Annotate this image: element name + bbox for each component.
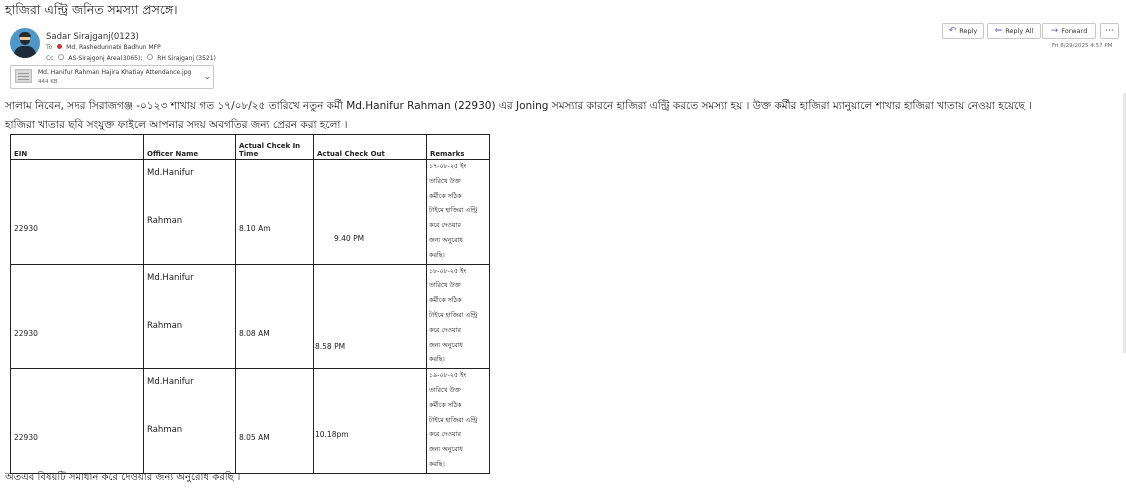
presence-busy-icon bbox=[57, 44, 62, 49]
remarks-line: তারিখে উক্ত bbox=[429, 177, 461, 185]
header-ein: EIN bbox=[11, 135, 144, 160]
header-check-out: Actual Check Out bbox=[314, 135, 427, 160]
more-dots-icon: ··· bbox=[1105, 26, 1114, 36]
cc-recipient[interactable]: RH Sirajganj (3521) bbox=[157, 54, 216, 62]
remarks-line: জন্য অনুরোধ bbox=[429, 236, 463, 244]
header-officer-name: Officer Name bbox=[144, 135, 236, 160]
remarks-line: টাইমে হাজিরা এন্ট্রি bbox=[429, 311, 478, 319]
cell-check-in bbox=[236, 369, 314, 474]
forward-arrow-icon: → bbox=[1050, 25, 1059, 36]
cell-check-out bbox=[314, 369, 427, 474]
cell-check-in bbox=[236, 264, 314, 369]
remarks-line: করছি। bbox=[429, 251, 445, 259]
remarks-line: তারিখে উক্ত bbox=[429, 386, 461, 394]
more-actions-button[interactable] bbox=[1100, 23, 1119, 39]
check-in-value: 8.08 AM bbox=[239, 328, 270, 338]
to-label: To bbox=[46, 44, 53, 51]
sender-name[interactable]: Sadar Sirajganj(0123) bbox=[46, 32, 139, 42]
to-line bbox=[46, 44, 161, 51]
reply-arrow-icon: ↶ bbox=[948, 25, 957, 36]
chevron-down-icon[interactable]: ⌄ bbox=[204, 72, 211, 81]
email-date: Fri 8/29/2025 4:57 PM bbox=[1052, 43, 1113, 49]
remarks-line: করছি। bbox=[429, 356, 445, 364]
officer-name-last: Rahman bbox=[147, 216, 183, 226]
attachment-name: Md. Hanifur Rahman Hajira Khatiay Attendance.jpg bbox=[38, 69, 192, 76]
reply-all-arrow-icon: ⇐ bbox=[994, 25, 1003, 36]
check-out-value: 10.18pm bbox=[315, 430, 349, 440]
check-out-value: 9.40 PM bbox=[334, 234, 365, 243]
cc-recipient[interactable]: AS-Sirajgonj Area(3065); bbox=[68, 54, 143, 62]
attachment-size: 444 KB bbox=[38, 78, 58, 85]
cell-officer-name bbox=[144, 369, 236, 474]
ein-value: 22930 bbox=[14, 224, 38, 233]
avatar-body-shape bbox=[14, 46, 36, 58]
attachment-card[interactable] bbox=[10, 65, 214, 89]
image-file-icon bbox=[15, 69, 32, 83]
cell-officer-name bbox=[144, 160, 236, 265]
cell-officer-name bbox=[144, 264, 236, 369]
avatar-beard-shape bbox=[20, 40, 30, 45]
forward-label: Forward bbox=[1061, 27, 1088, 35]
body-closing: অতএব বিষয়টি সমাধান করে দেওয়ার জন্য অনুরোধ করছি । bbox=[5, 472, 241, 483]
cell-remarks bbox=[427, 264, 490, 369]
officer-name-last: Rahman bbox=[147, 425, 183, 436]
remarks-line: ১৯-০৮-২৫ ইং bbox=[429, 372, 467, 380]
officer-name-last: Rahman bbox=[147, 320, 183, 331]
cell-ein bbox=[11, 369, 144, 474]
remarks-line: করে দেওয়ার bbox=[429, 431, 461, 439]
header-check-in: Actual Chcek In Time bbox=[236, 135, 314, 160]
cell-check-out bbox=[314, 160, 427, 265]
attendance-table bbox=[10, 134, 490, 474]
avatar-hair-shape bbox=[19, 32, 31, 37]
reply-button[interactable] bbox=[942, 23, 984, 39]
remarks-line: করছি। bbox=[429, 460, 445, 468]
remarks-line: তারিখে উক্ত bbox=[429, 282, 461, 290]
remarks-line: জন্য অনুরোধ bbox=[429, 341, 463, 349]
header-remarks: Remarks bbox=[427, 135, 490, 160]
reply-all-label: Reply All bbox=[1005, 27, 1034, 35]
remarks-line: করে দেওয়ার bbox=[429, 222, 461, 230]
cell-ein bbox=[11, 160, 144, 265]
remarks-line: ১৭-০৮-২৫ ইং bbox=[429, 163, 467, 170]
remarks-line: ১৮-০৮-২৫ ইং bbox=[429, 267, 467, 275]
officer-name-first: Md.Hanifur bbox=[147, 272, 194, 283]
remarks-line: টাইমে হাজিরা এন্ট্রি bbox=[429, 207, 478, 215]
cell-check-out bbox=[314, 264, 427, 369]
table-row bbox=[11, 264, 490, 369]
cell-remarks bbox=[427, 160, 490, 265]
presence-unknown-icon bbox=[147, 54, 153, 60]
remarks-line: জন্য অনুরোধ bbox=[429, 446, 463, 454]
remarks-line: কর্মীকে সঠিক bbox=[429, 297, 462, 305]
body-line-2: হাজিরা খাতার ছবি সংযুক্ত ফাইলে আপনার সদয় অবগতির জন্য প্রেরন করা হলো । bbox=[5, 119, 348, 131]
remarks-line: টাইমে হাজিরা এন্ট্রি bbox=[429, 416, 478, 424]
table-row bbox=[11, 369, 490, 474]
check-in-value: 8.10 Am bbox=[239, 224, 271, 233]
forward-button[interactable] bbox=[1042, 23, 1096, 39]
to-recipient[interactable]: Md. Rashedunnabi Badhun MFP bbox=[66, 44, 161, 51]
reply-all-button[interactable] bbox=[987, 23, 1041, 39]
sender-avatar[interactable] bbox=[10, 28, 40, 58]
table-row bbox=[11, 160, 490, 265]
ein-value: 22930 bbox=[14, 433, 38, 443]
ein-value: 22930 bbox=[14, 328, 38, 338]
cc-label: Cc bbox=[46, 54, 54, 62]
cell-ein bbox=[11, 264, 144, 369]
remarks-line: কর্মীকে সঠিক bbox=[429, 192, 462, 200]
cell-remarks bbox=[427, 369, 490, 474]
officer-name-first: Md.Hanifur bbox=[147, 377, 194, 388]
email-subject: হাজিরা এন্ট্রি জনিত সমস্যা প্রসঙ্গে। bbox=[5, 2, 178, 17]
body-line-1: সালাম নিবেন, সদর সিরাজগঞ্জ -০১২৩ শাখায় গত ১৭/০৮/২৫ তারিখে নতুন কর্মী Md.Hanifur Rahman (22930) এর Joning সমস্যার কারনে হাজিরা এন্ট্রি করতে সমস্যা হয় । উক্ত কর্মীর হাজিরা ম্যানুয়ালে শাখার হাজিরা খাতায় নেওয়া হয়েছে । bbox=[5, 100, 1032, 112]
table-header-row bbox=[11, 135, 490, 160]
check-in-value: 8.05 AM bbox=[239, 433, 270, 443]
reply-label: Reply bbox=[959, 27, 978, 35]
cell-check-in bbox=[236, 160, 314, 265]
check-out-value: 8.58 PM bbox=[315, 341, 346, 351]
remarks-line: কর্মীকে সঠিক bbox=[429, 401, 462, 409]
cc-line bbox=[46, 54, 216, 62]
officer-name-first: Md.Hanifur bbox=[147, 168, 194, 178]
presence-unknown-icon bbox=[58, 54, 64, 60]
remarks-line: করে দেওয়ার bbox=[429, 326, 461, 334]
